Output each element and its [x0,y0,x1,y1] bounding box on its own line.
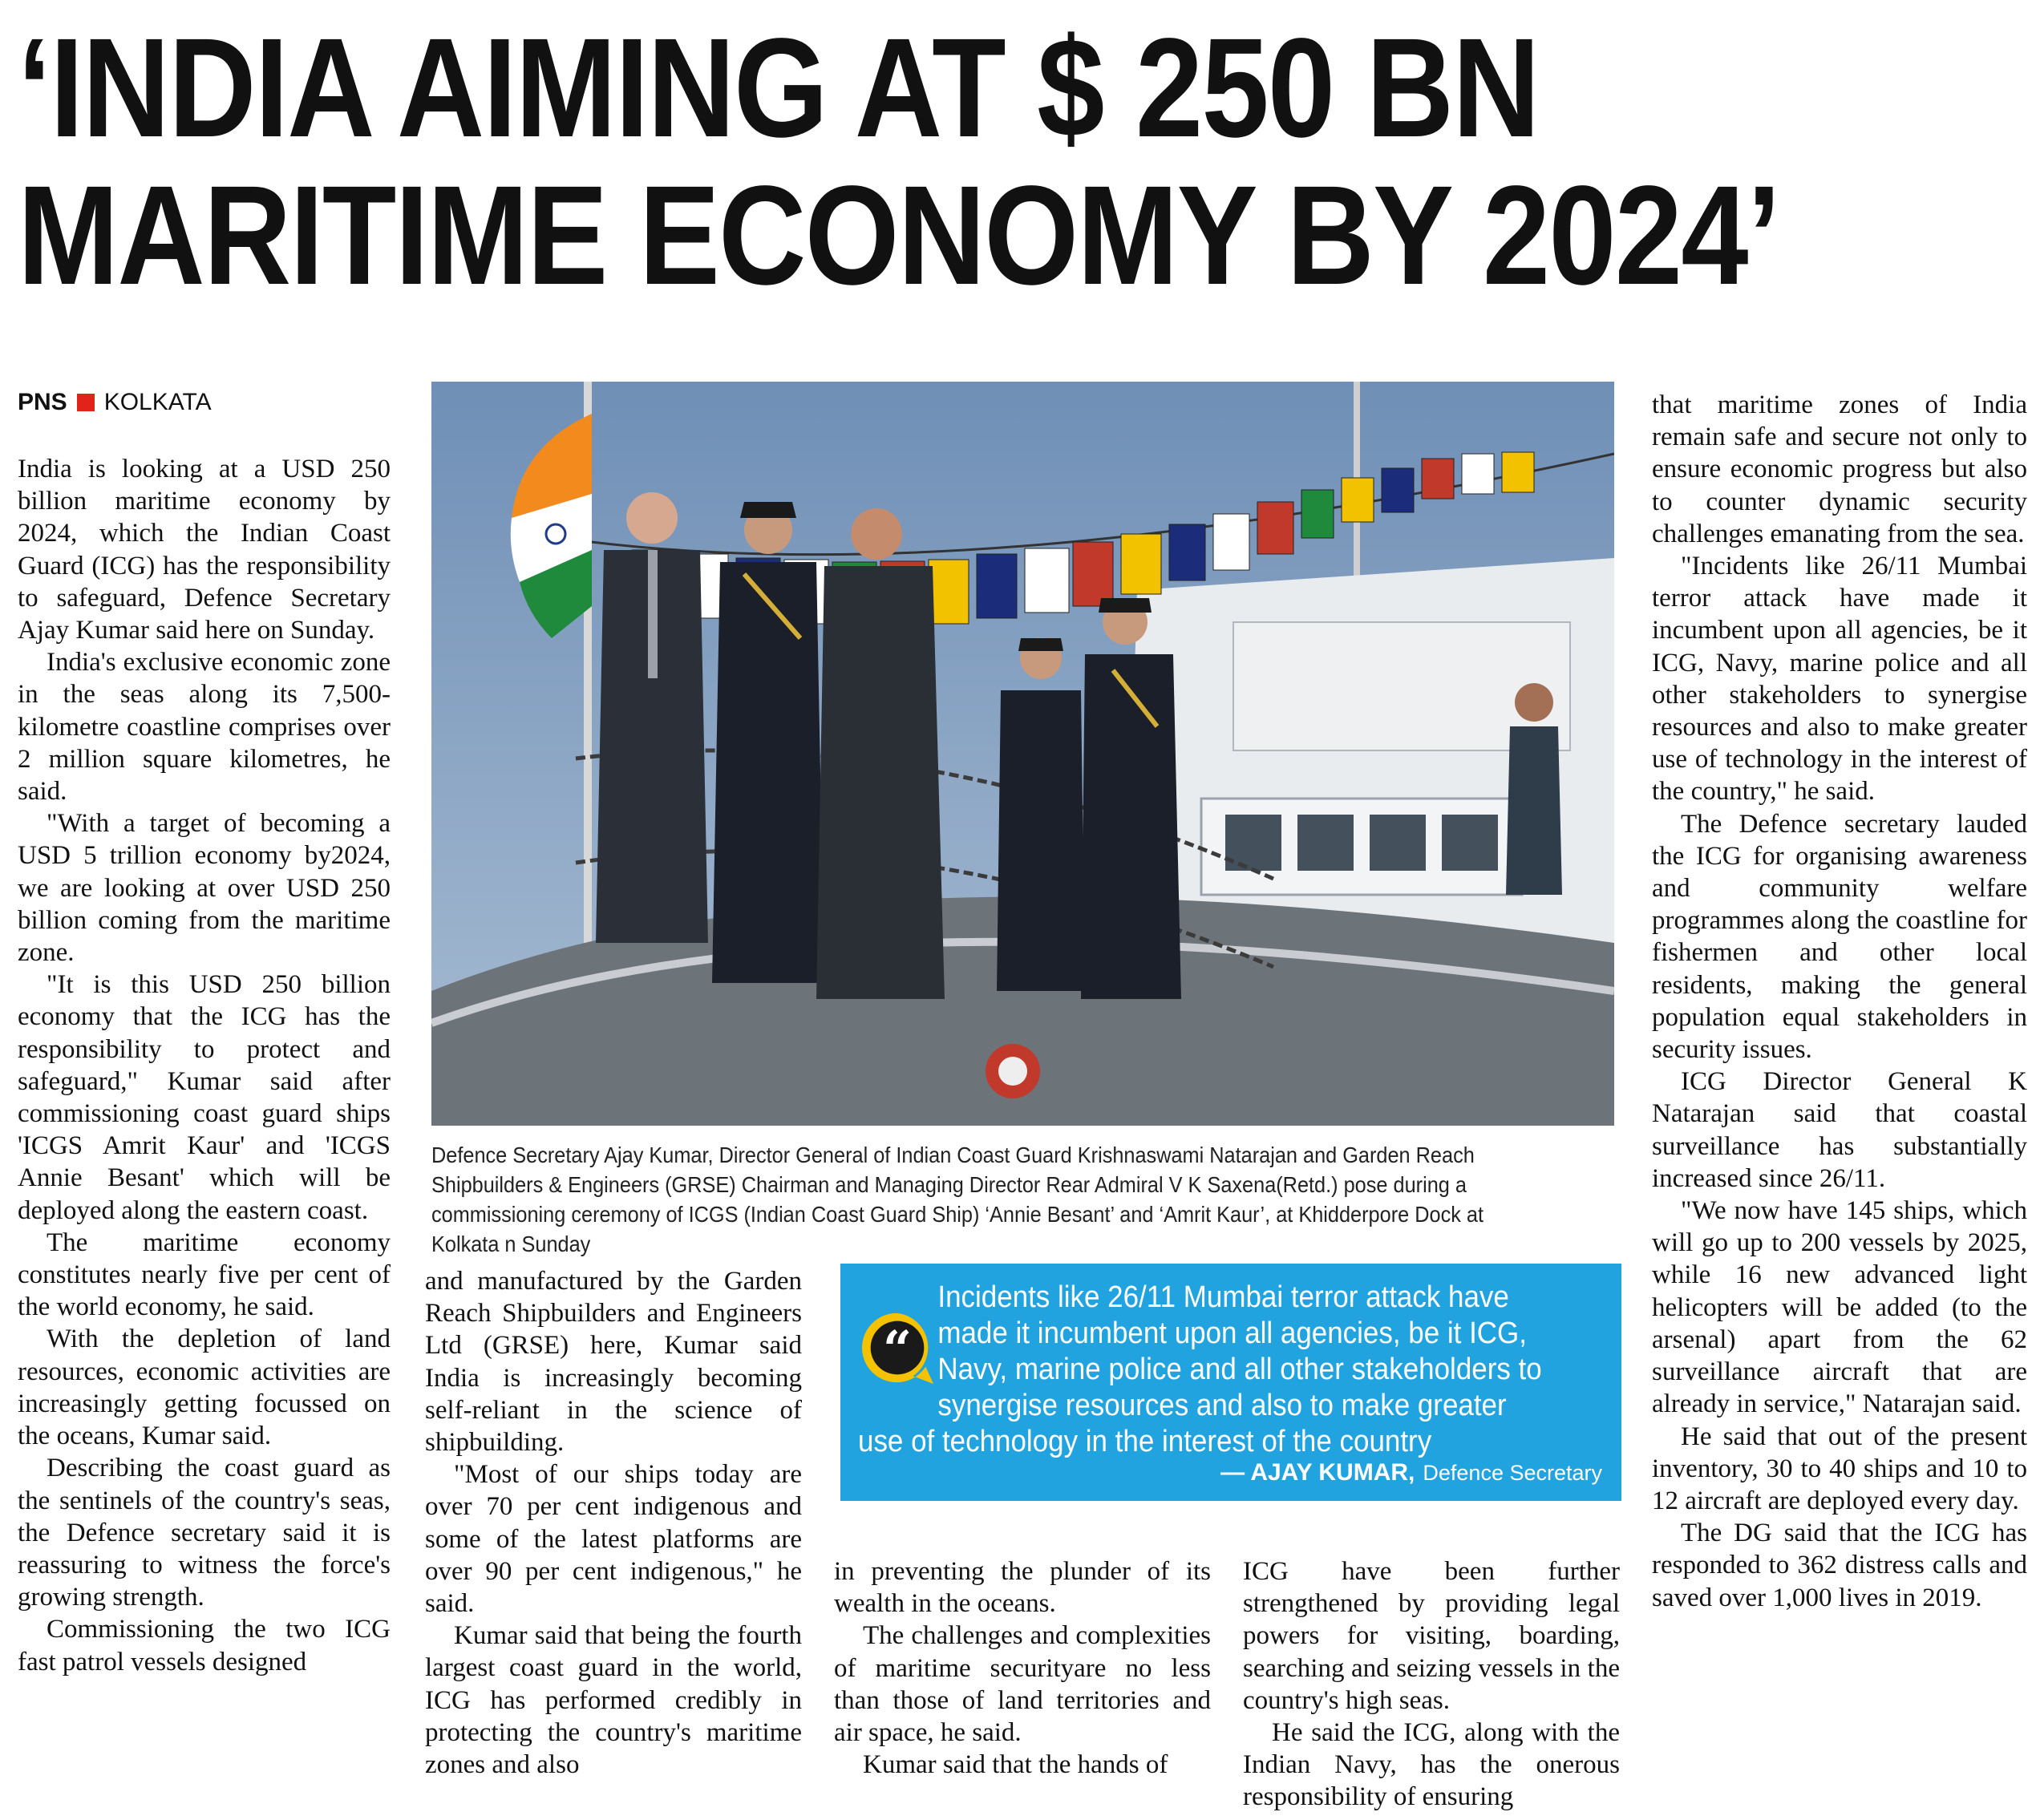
headline-line-2: MARITIME ECONOMY BY 2024’ [18,157,1780,314]
pull-quote [840,1264,1621,1501]
paragraph: The DG said that the ICG has responded to 362 distress calls and saved over 1,000 lives in 2019. [1652,1519,2027,1612]
ship-commissioning-photo [431,382,1614,1126]
paragraph: "With a target of becoming a USD 5 trillion economy by2024, we are looking at over USD 250 billion coming from the maritime zone. [18,809,391,968]
paragraph: The Defence secretary lauded the ICG for organising awareness and community welfare programmes along the coastline for fishermen and other local residents, making the general population equal stakeholders in security issues. [1652,809,2027,1065]
paragraph: India is looking at a USD 250 billion maritime economy by 2024, which the Indian Coast Guard (ICG) has the responsibility to safeguard, Defence Secretary Ajay Kumar said here on Sunday. [18,455,391,645]
paragraph: Kumar said that the hands of [863,1750,1168,1780]
article-column-5 [1652,389,2027,1816]
article-column-3 [834,1555,1211,1820]
byline [18,389,212,416]
paragraph: Describing the coast guard as the sentinels of the country's seas, the Defence secretary said it is reassuring to witness the force's growing strength. [18,1454,391,1612]
paragraph: and manufactured by the Garden Reach Shipbuilders and Engineers Ltd (GRSE) here, Kumar said India is increasingly becoming self-reliant in the science of shipbuilding. [425,1267,802,1458]
paragraph: "We now have 145 ships, which will go up to 200 vessels by 2025, while 16 new advanced light helicopters will be added (to the arsenal) apart from the 62 surveillance aircraft that are already in service," Natarajan said. [1652,1196,2027,1419]
paragraph: India's exclusive economic zone in the seas along its 7,500-kilometre coastline comprises over 2 million square kilometres, he said. [18,648,391,807]
headline-line-1: ‘INDIA AIMING AT $ 250 BN [18,10,1539,167]
paragraph: He said that out of the present inventory, 30 to 40 ships and 10 to 12 aircraft are deployed every day. [1652,1422,2027,1515]
pull-quote-author-role: Defence Secretary [1423,1461,1602,1485]
article-column-4 [1243,1555,1620,1820]
paragraph: "Most of our ships today are over 70 per cent indigenous and some of the latest platforms are over 90 per cent indigenous," he said. [425,1460,802,1619]
pull-quote-attribution [1220,1459,1602,1486]
paragraph: Commissioning the two ICG fast patrol vessels designed [18,1615,391,1676]
paragraph: ICG have been further strengthened by providing legal powers for visiting, boarding, searching and seizing vessels in the country's high seas. [1243,1557,1620,1715]
photo-caption: Defence Secretary Ajay Kumar, Director General of Indian Coast Guard Krishnaswami Natarajan and Garden Reach Shipbuilders & Engineers (GRSE) Chairman and Managing Director Rear Admiral V K Saxena(Retd.) pose during a commissioning ceremony of ICGS (Indian Coast Guard Ship) ‘Annie Besant’ and ‘Amrit Kaur’, at Khidderpore Dock at Kolkata n Sunday [431,1143,1484,1256]
paragraph: "Incidents like 26/11 Mumbai terror attack have made it incumbent upon all agencies, be it ICG, Navy, marine police and all other stakeholders to synergise resources and also to make greater use of technology in the interest of the country," he said. [1652,552,2027,807]
pull-quote-text: Incidents like 26/11 Mumbai terror attack have made it incumbent upon all agencies, be it ICG, Navy, marine police and all other stakeholders to synergise resources and also to make greater use of technology in the interest of the country [858,1280,1542,1458]
byline-separator-square [77,394,95,411]
paragraph: "It is this USD 250 billion economy that the ICG has the responsibility to protect and safeguard," Kumar said after commissioning coast guard ships 'ICGS Amrit Kaur' and 'ICGS Annie Besant' which will be deployed along the eastern coast. [18,970,391,1225]
article-column-1 [18,453,391,1816]
article-column-2 [425,1265,802,1818]
paragraph: He said the ICG, along with the Indian Navy, has the onerous responsibility of ensuring [1243,1718,1620,1812]
paragraph: The maritime economy constitutes nearly five per cent of the world economy, he said. [18,1227,391,1322]
paragraph: The challenges and complexities of maritime securityare no less than those of land territories and air space, he said. [834,1621,1211,1748]
paragraph: that maritime zones of India remain safe and secure not only to ensure economic progress but also to counter dynamic security challenges emanating from the sea. [1652,390,2027,548]
paragraph: in preventing the plunder of its wealth in the oceans. [834,1557,1211,1619]
svg-text:“: “ [882,1319,913,1379]
pull-quote-text-wrap [858,1280,1552,1460]
byline-agency: PNS [18,389,67,415]
paragraph: ICG Director General K Natarajan said that coastal surveillance has substantially increased since 26/11. [1652,1067,2027,1193]
headline [18,10,1780,314]
paragraph: Kumar said that being the fourth largest coast guard in the world, ICG has performed credibly in protecting the country's maritime zones and also [425,1621,802,1780]
byline-location: KOLKATA [103,389,212,415]
pull-quote-author: — AJAY KUMAR, [1220,1459,1415,1486]
paragraph: With the depletion of land resources, economic activities are increasingly getting focussed on the oceans, Kumar said. [18,1325,391,1451]
